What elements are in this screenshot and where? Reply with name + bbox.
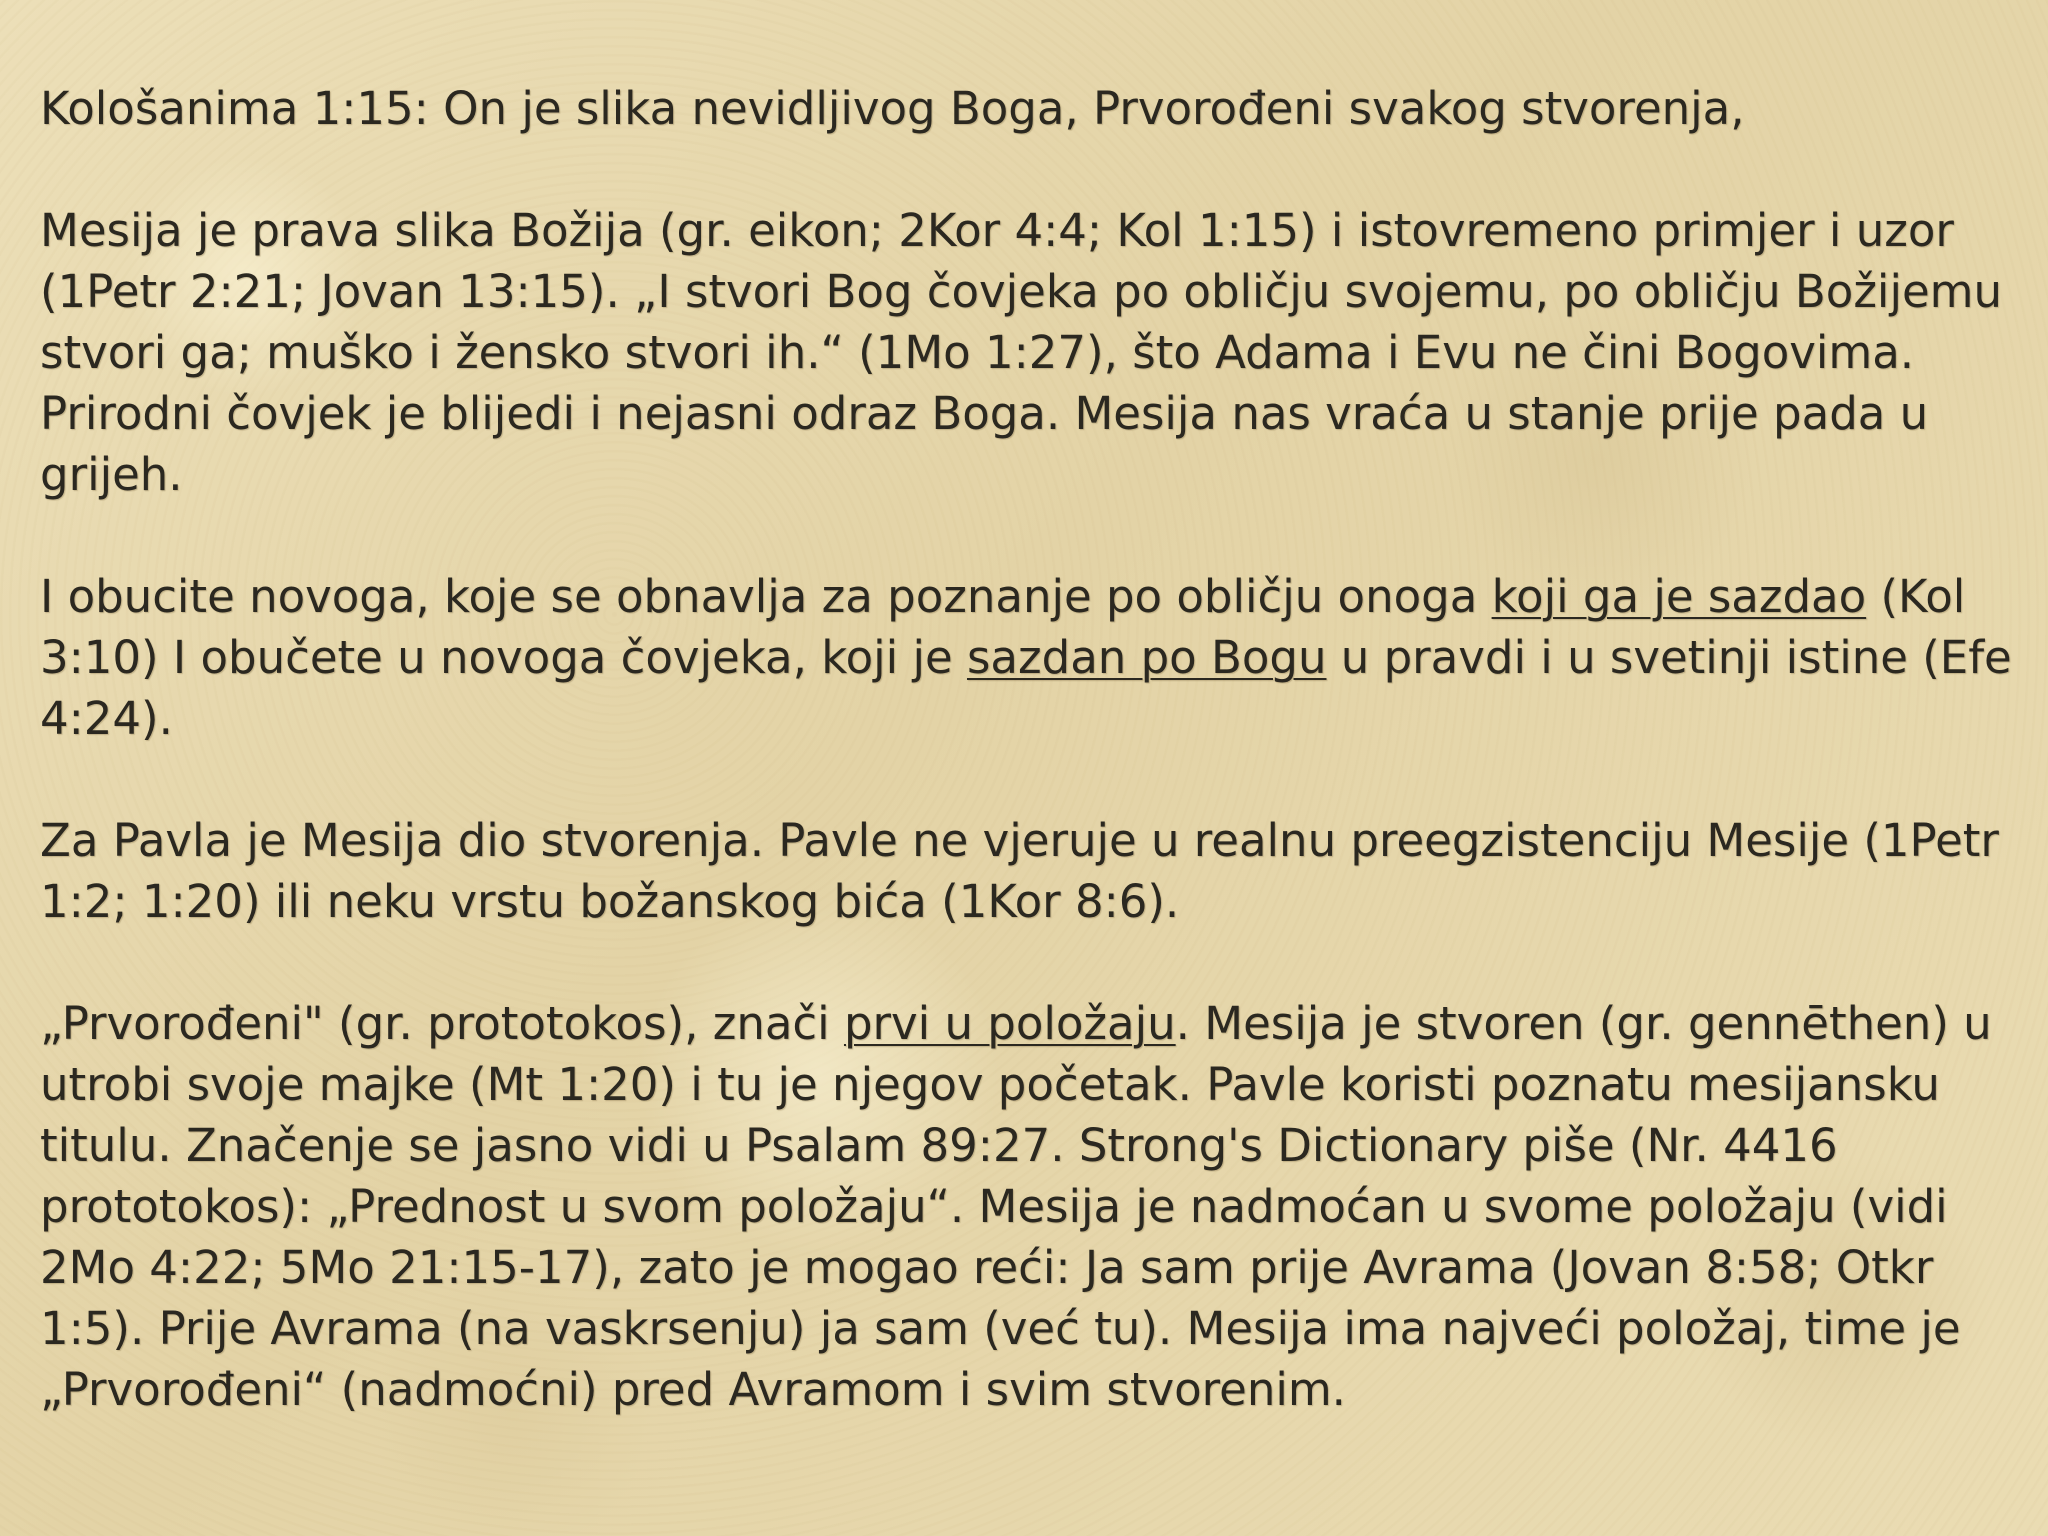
underlined-phrase-sazdan-po-bogu: sazdan po Bogu bbox=[966, 631, 1327, 684]
paragraph-pavle-creation: Za Pavla je Mesija dio stvorenja. Pavle ne vjeruje u realnu preegzistenciju Mesije (1Petr 1:2; 1:20) ili neku vrstu božanskog bića (1Kor 8:6). bbox=[40, 814, 1999, 928]
paragraph-new-man bbox=[40, 566, 2015, 749]
underlined-phrase-koji-ga-je-sazdao: koji ga je sazdao bbox=[1491, 570, 1867, 623]
text-segment: (Kol 3:10) I obučete u novoga čovjeka, koji je bbox=[40, 570, 1966, 684]
paragraph-image-of-god: Mesija je prava slika Božija (gr. eikon; 2Kor 4:4; Kol 1:15) i istovremeno primjer i uzor (1Petr 2:21; Jovan 13:15). „I stvori Bog čovjeka po obličju svojemu, po obličju Božijemu stvori ga; muško i žensko stvori ih.“ (1Mo 1:27), što Adama i Evu ne čini Bogovima. Prirodni čovjek je blijedi i nejasni odraz Boga. Mesija nas vraća u stanje prije pada u grijeh. bbox=[40, 204, 2002, 501]
underlined-phrase-prvi-u-polozaju: prvi u položaju bbox=[843, 997, 1176, 1050]
document-body bbox=[40, 78, 2015, 1481]
paragraph-firstborn bbox=[40, 993, 2015, 1420]
text-segment: . Mesija je stvoren (gr. gennēthen) u utrobi svoje majke (Mt 1:20) i tu je njegov početak. Pavle koristi poznatu mesijansku titulu. Značenje se jasno vidi u Psalam 89:27. Strong's Dictionary piše (Nr. 4416 prototokos): „Prednost u svom položaju“. Mesija je nadmoćan u svome položaju (vidi 2Mo 4:22; 5Mo 21:15-17), zato je mogao reći: Ja sam prije Avrama (Jovan 8:58; Otkr 1:5). Prije Avrama (na vaskrsenju) ja sam (već tu). Mesija ima najveći položaj, time je „Prvorođeni“ (nadmoćni) pred Avramom i svim stvorenim. bbox=[40, 997, 1992, 1416]
text-segment: I obucite novoga, koje se obnavlja za poznanje po obličju onoga bbox=[40, 570, 1492, 623]
text-segment: „Prvorođeni" (gr. prototokos), znači bbox=[40, 997, 844, 1050]
text-segment: u pravdi i u svetinji istine (Efe 4:24). bbox=[40, 631, 2012, 745]
verse-heading-paragraph: Kološanima 1:15: On je slika nevidljivog Boga, Prvorođeni svakog stvorenja, bbox=[40, 82, 1745, 135]
